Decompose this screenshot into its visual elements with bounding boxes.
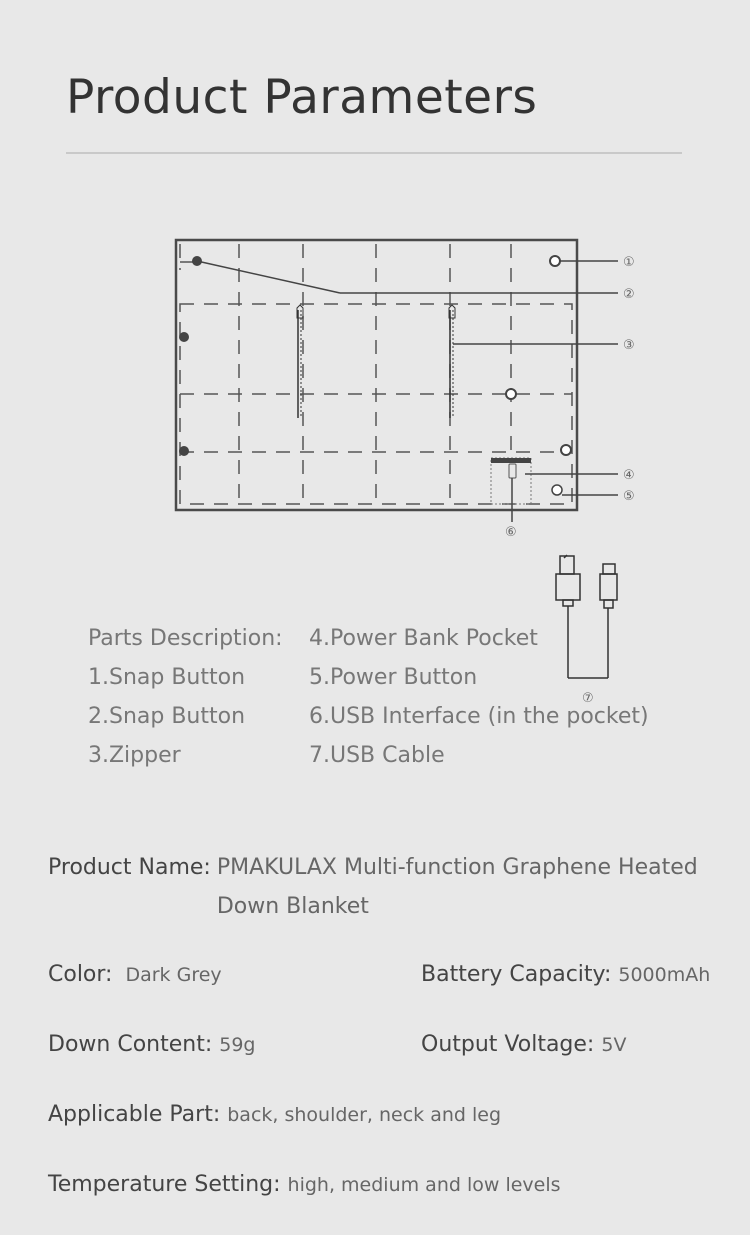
spec-product-name — [48, 848, 718, 926]
pocket-opening — [491, 458, 531, 463]
spec-value: 59g — [219, 1034, 256, 1056]
part-5: 5.Power Button — [309, 665, 478, 690]
spec-value: 5V — [601, 1034, 627, 1056]
marker-2: ② — [623, 287, 635, 302]
spec-down-content — [48, 1032, 256, 1057]
parts-left-column — [88, 619, 283, 775]
part-6: 6.USB Interface (in the pocket) — [309, 704, 649, 729]
spec-label: Product Name: — [48, 855, 211, 880]
spec-label: Color: — [48, 962, 113, 987]
ring-button-icon — [506, 256, 571, 455]
part-7: 7.USB Cable — [309, 743, 445, 768]
spec-label: Down Content: — [48, 1032, 213, 1057]
marker-7: ⑦ — [582, 691, 594, 706]
marker-3: ③ — [623, 338, 635, 353]
marker-6: ⑥ — [505, 525, 517, 540]
usb-interface-icon — [509, 464, 516, 478]
parts-right-column — [309, 619, 649, 775]
power-bank-pocket — [491, 458, 531, 504]
spec-label: Applicable Part: — [48, 1102, 221, 1127]
spec-value: high, medium and low levels — [287, 1174, 561, 1196]
spec-value: back, shoulder, neck and leg — [227, 1104, 502, 1126]
leader-lines — [197, 261, 618, 522]
power-button-icon — [552, 485, 562, 495]
part-4: 4.Power Bank Pocket — [309, 626, 538, 651]
spec-label: Battery Capacity: — [421, 962, 612, 987]
spec-label: Temperature Setting: — [48, 1172, 281, 1197]
snap-button-icon — [179, 256, 202, 456]
spec-applicable-part — [48, 1102, 501, 1127]
spec-output-voltage — [421, 1032, 626, 1057]
page-title: Product Parameters — [66, 70, 538, 125]
spec-value: 5000mAh — [618, 964, 711, 986]
part-1: 1.Snap Button — [88, 665, 246, 690]
spec-battery — [421, 962, 710, 987]
part-3: 3.Zipper — [88, 743, 181, 768]
marker-5: ⑤ — [623, 489, 635, 504]
spec-color — [48, 962, 222, 987]
part-2: 2.Snap Button — [88, 704, 246, 729]
spec-value: Dark Grey — [125, 964, 222, 986]
marker-4: ④ — [623, 468, 635, 483]
quilt-stitching — [180, 244, 572, 504]
spec-temperature-setting — [48, 1172, 561, 1197]
spec-label: Output Voltage: — [421, 1032, 595, 1057]
marker-1: ① — [623, 255, 635, 270]
parts-heading: Parts Description: — [88, 626, 283, 651]
spec-value: PMAKULAX Multi-function Graphene Heated Down Blanket — [216, 855, 698, 919]
